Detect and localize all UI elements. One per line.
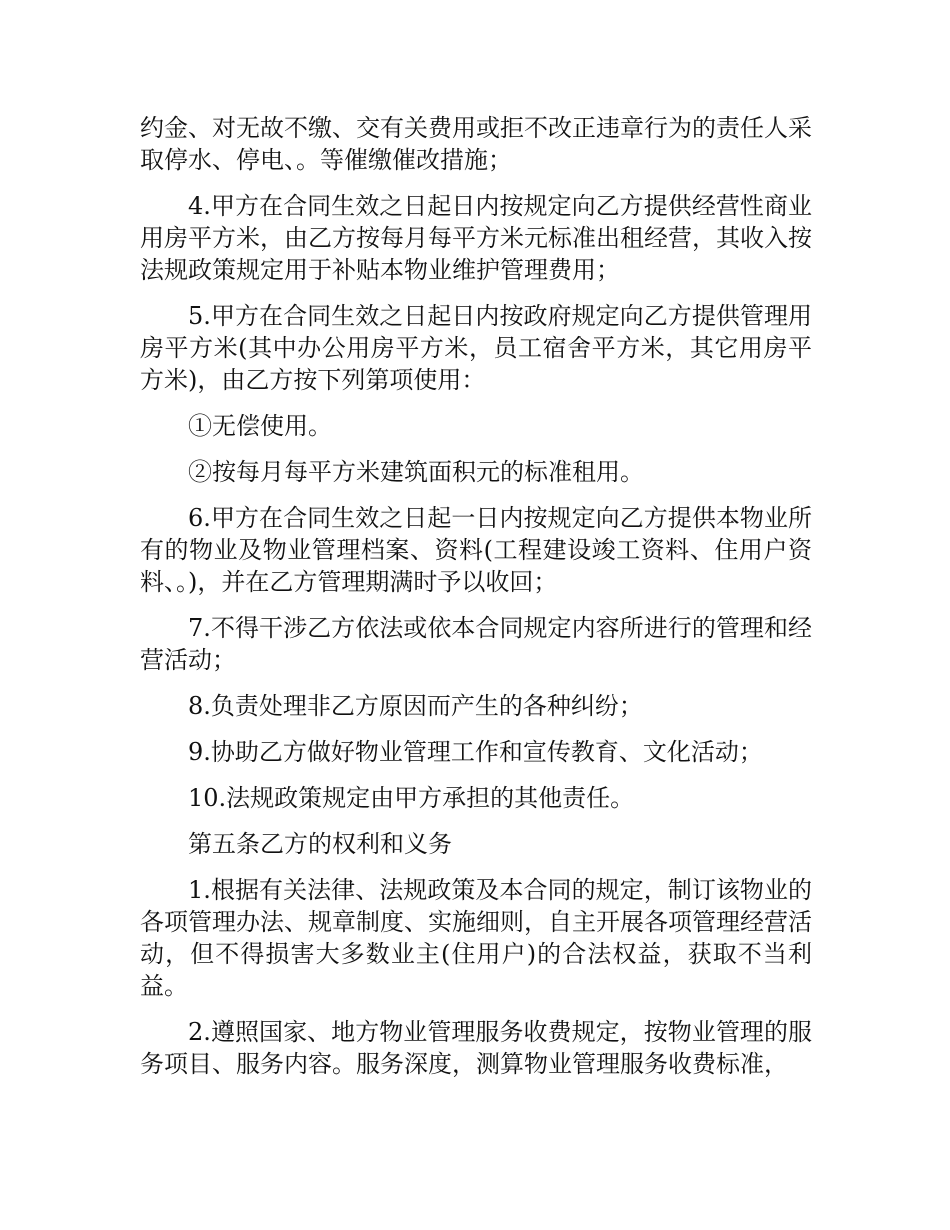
paragraph-option-2: ②按每月每平方米建筑面积元的标准租用。 <box>188 458 644 486</box>
document-body <box>140 112 812 1094</box>
paragraph-item-6: 6.甲方在合同生效之日起一日内按规定向乙方提供本物业所有的物业及物业管理档案、资料(工程建设竣工资料、住用户资料、。)，并在乙方管理期满时予以收回； <box>140 504 812 596</box>
section-heading-article-5: 第五条乙方的权利和义务 <box>188 830 452 858</box>
paragraph-item-5: 5.甲方在合同生效之日起日内按政府规定向乙方提供管理用房平方米(其中办公用房平方米，员工宿舍平方米，其它用房平方米)，由乙方按下列第项使用： <box>140 302 812 394</box>
paragraph-continuation: 约金、对无故不缴、交有关费用或拒不改正违章行为的责任人采取停水、停电、。等催缴催改措施； <box>140 114 812 174</box>
paragraph-item-10: 10.法规政策规定由甲方承担的其他责任。 <box>188 784 635 812</box>
paragraph-article-5-item-2: 2.遵照国家、地方物业管理服务收费规定，按物业管理的服务项目、服务内容。服务深度，测算物业管理服务收费标准， <box>140 1018 812 1078</box>
paragraph-option-1: ①无偿使用。 <box>188 412 332 440</box>
paragraph-item-9: 9.协助乙方做好物业管理工作和宣传教育、文化活动； <box>188 738 763 766</box>
paragraph-item-8: 8.负责处理非乙方原因而产生的各种纠纷； <box>188 692 643 720</box>
paragraph-item-4: 4.甲方在合同生效之日起日内按规定向乙方提供经营性商业用房平方米，由乙方按每月每平方米元标准出租经营，其收入按法规政策规定用于补贴本物业维护管理费用； <box>140 192 812 284</box>
paragraph-article-5-item-1: 1.根据有关法律、法规政策及本合同的规定，制订该物业的各项管理办法、规章制度、实施细则，自主开展各项管理经营活动，但不得损害大多数业主(住用户)的合法权益，获取不当利益。 <box>140 876 812 1000</box>
paragraph-item-7: 7.不得干涉乙方依法或依本合同规定内容所进行的管理和经营活动； <box>140 614 812 674</box>
